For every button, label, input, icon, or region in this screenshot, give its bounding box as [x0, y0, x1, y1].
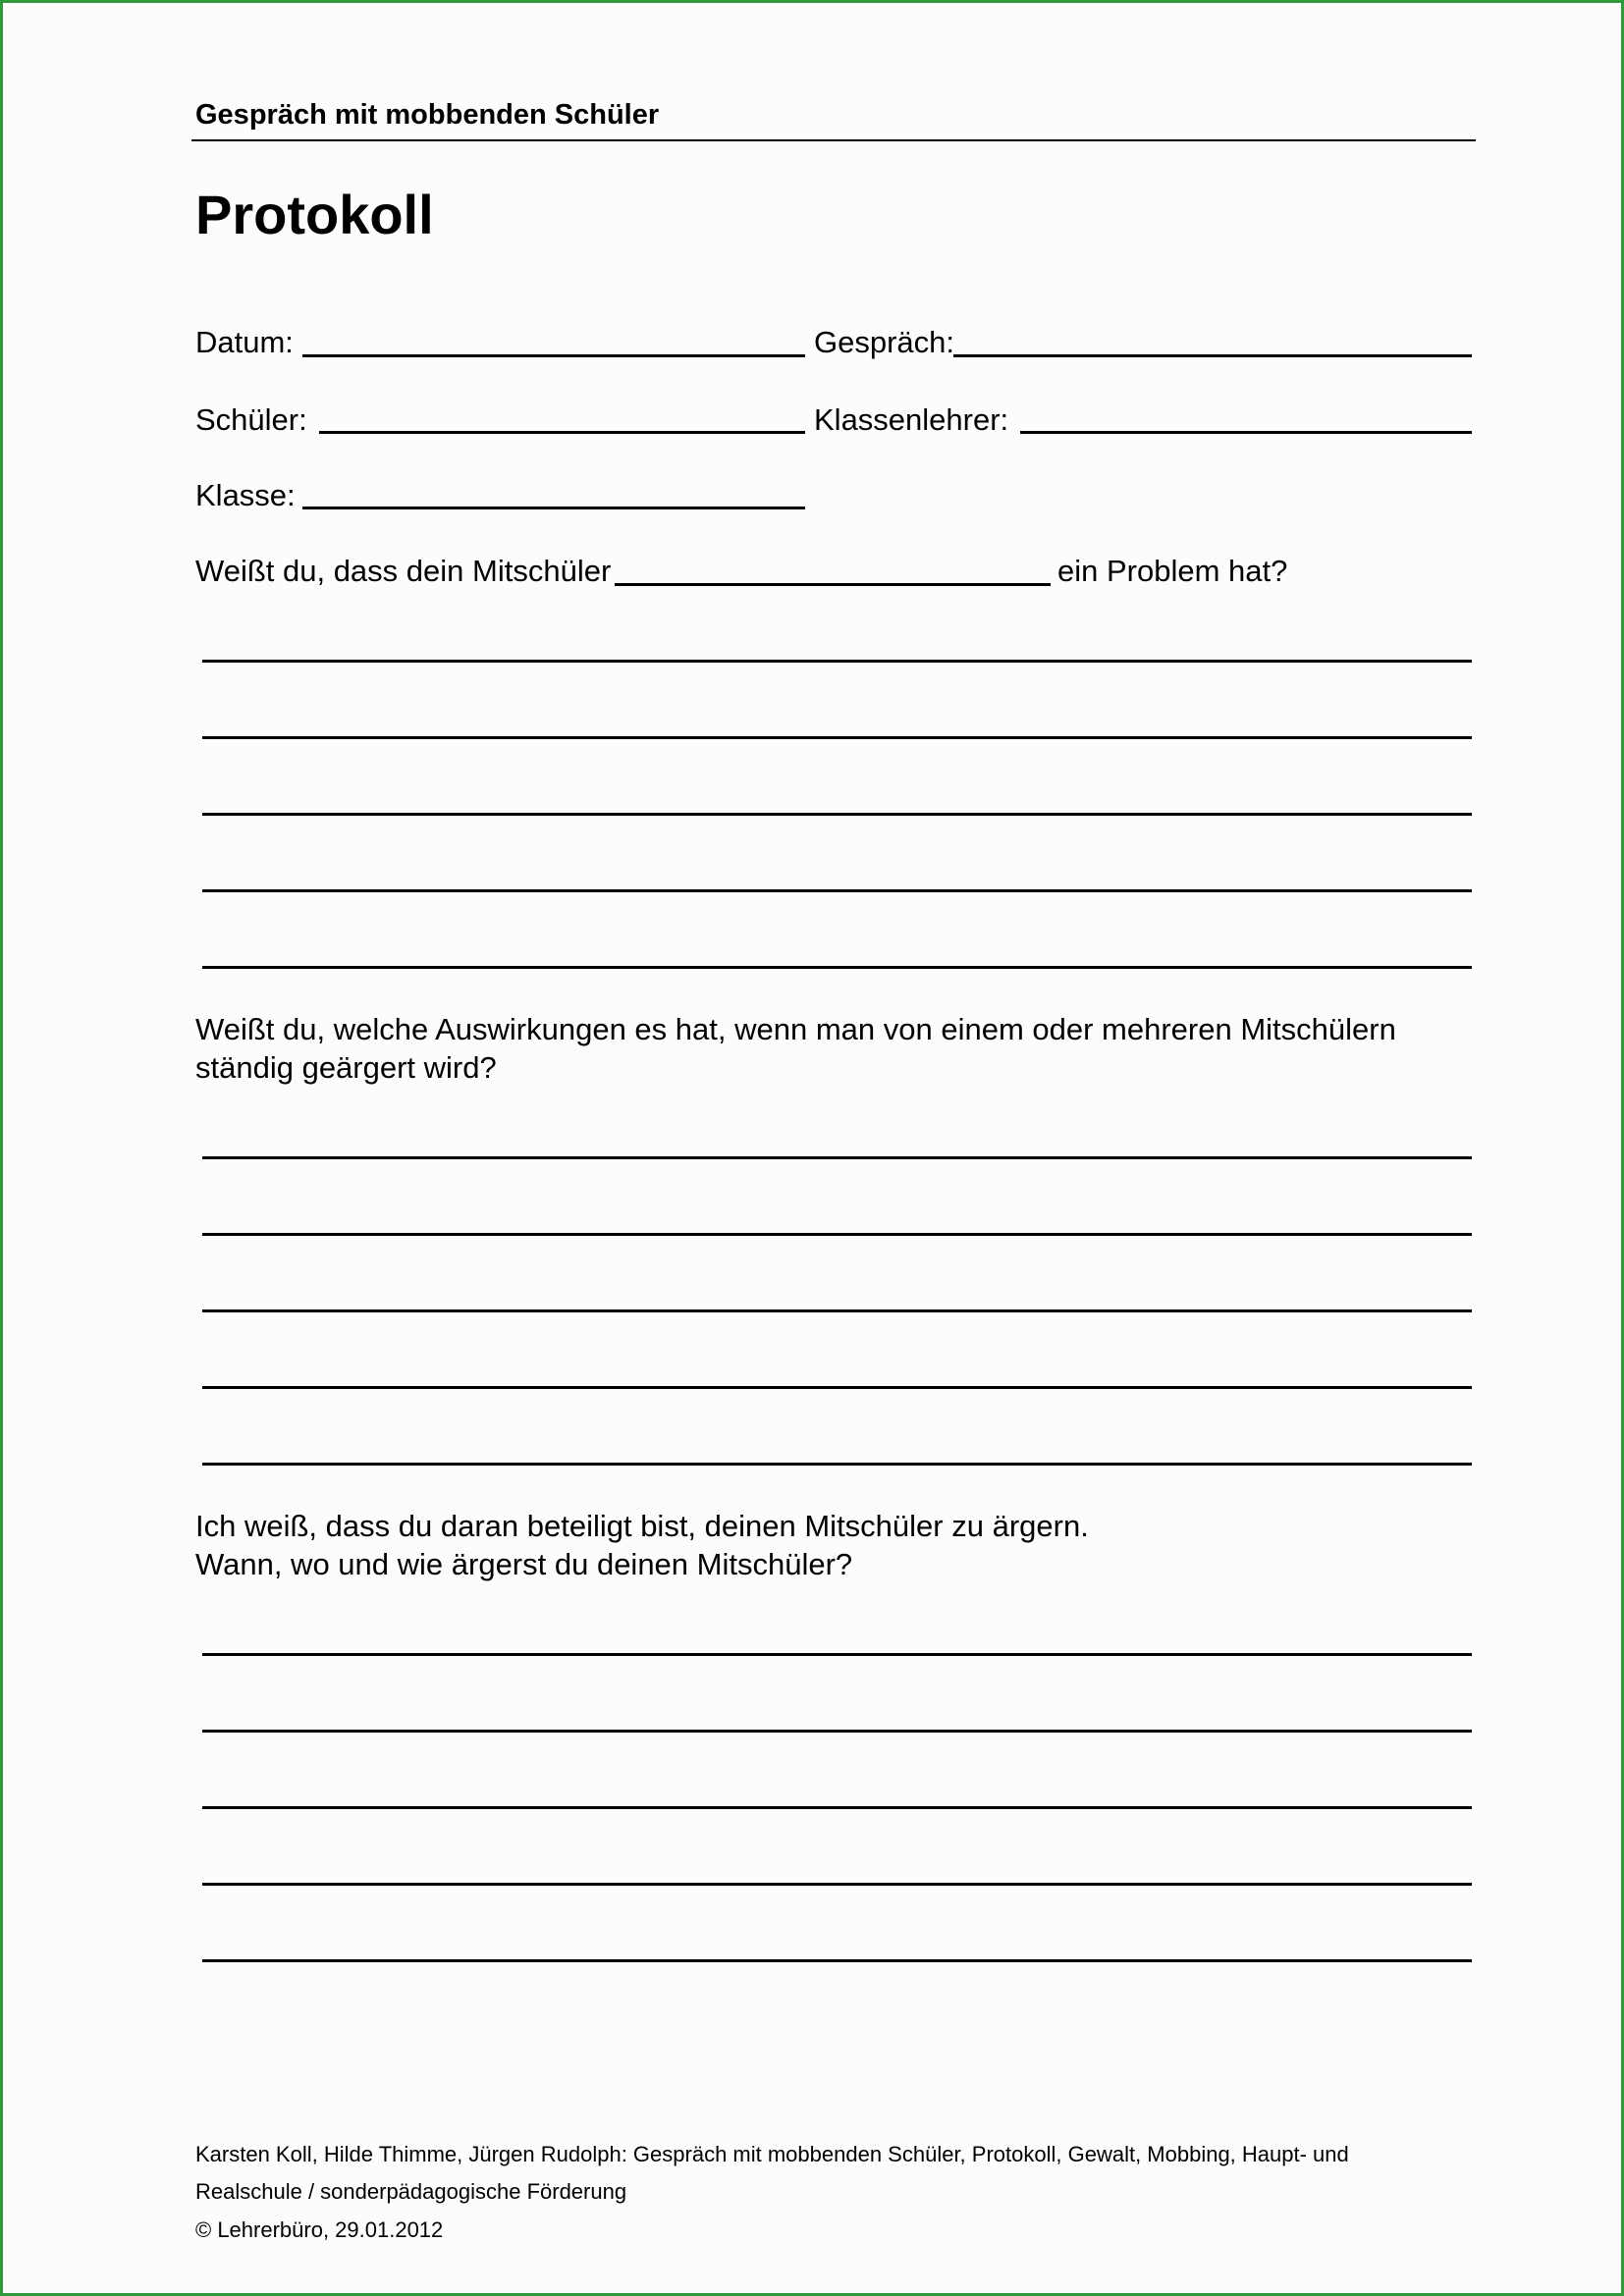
schueler-field-line[interactable] [319, 431, 805, 434]
answer-line-3-2[interactable] [202, 1730, 1472, 1733]
answer-line-2-5[interactable] [202, 1463, 1472, 1466]
datum-label: Datum: [195, 325, 294, 359]
answer-line-1-1[interactable] [202, 660, 1472, 663]
answer-line-3-3[interactable] [202, 1806, 1472, 1809]
klasse-label: Klasse: [195, 478, 296, 512]
question-3-line-1: Ich weiß, dass du daran beteiligt bist, deinen Mitschüler zu ärgern. [195, 1509, 1089, 1543]
answer-line-1-4[interactable] [202, 889, 1472, 892]
header-title: Gespräch mit mobbenden Schüler [195, 99, 660, 131]
answer-line-3-4[interactable] [202, 1883, 1472, 1886]
question-3-line-2: Wann, wo und wie ärgerst du deinen Mitschüler? [195, 1547, 853, 1581]
gespraech-label: Gespräch: [814, 325, 955, 359]
footer-credits-line-2: Realschule / sonderpädagogische Förderung [195, 2179, 627, 2204]
klasse-field-line[interactable] [302, 507, 805, 509]
question-2-line-1: Weißt du, welche Auswirkungen es hat, wenn man von einem oder mehreren Mitschülern [195, 1012, 1396, 1046]
klassenlehrer-field-line[interactable] [1020, 431, 1472, 434]
answer-line-1-2[interactable] [202, 736, 1472, 739]
answer-line-3-5[interactable] [202, 1959, 1472, 1962]
question-1-end: ein Problem hat? [1057, 554, 1288, 588]
answer-line-2-2[interactable] [202, 1233, 1472, 1236]
answer-line-2-3[interactable] [202, 1309, 1472, 1312]
answer-line-2-1[interactable] [202, 1156, 1472, 1159]
question-2-line-2: ständig geärgert wird? [195, 1050, 497, 1085]
gespraech-field-line[interactable] [953, 354, 1472, 357]
header-divider [191, 139, 1476, 141]
footer-credits-line-1: Karsten Koll, Hilde Thimme, Jürgen Rudolph: Gespräch mit mobbenden Schüler, Protokoll, Gewalt, Mobbing, Haupt- und [195, 2142, 1349, 2166]
schueler-label: Schüler: [195, 402, 307, 437]
document-title: Protokoll [195, 184, 434, 245]
footer-copyright: © Lehrerbüro, 29.01.2012 [195, 2217, 444, 2242]
mitschueler-name-field-line[interactable] [615, 583, 1051, 586]
klassenlehrer-label: Klassenlehrer: [814, 402, 1009, 437]
answer-line-1-5[interactable] [202, 966, 1472, 969]
question-1-start: Weißt du, dass dein Mitschüler [195, 554, 612, 588]
answer-line-1-3[interactable] [202, 813, 1472, 816]
answer-line-3-1[interactable] [202, 1653, 1472, 1656]
answer-line-2-4[interactable] [202, 1386, 1472, 1389]
datum-field-line[interactable] [302, 354, 805, 357]
